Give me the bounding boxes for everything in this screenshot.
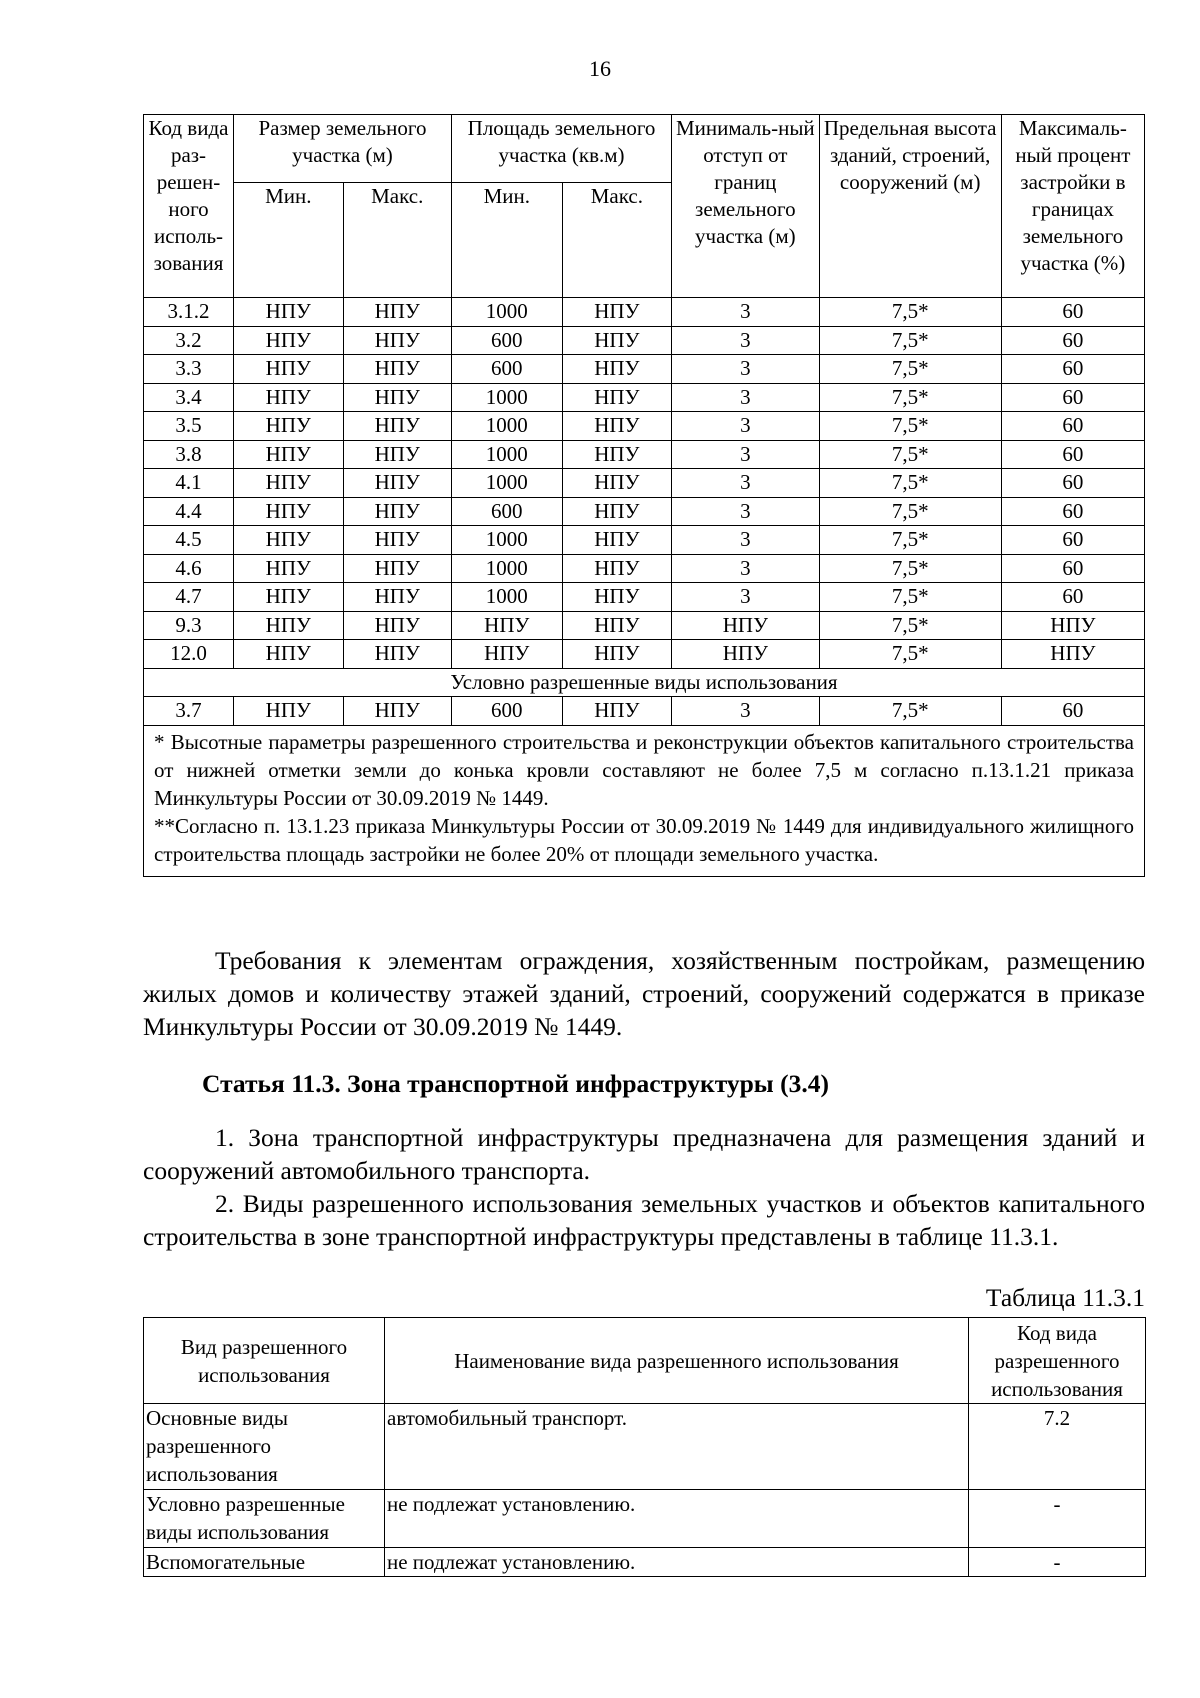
cell-coverage: 60 (1001, 526, 1144, 555)
cell-size-max: НПУ (343, 326, 451, 355)
t2-header-kind: Вид разрешенного использования (144, 1318, 385, 1404)
cell-code: 12.0 (144, 640, 234, 669)
cell-size-max: НПУ (343, 412, 451, 441)
cell-code: 4.4 (144, 497, 234, 526)
cell-setback: 3 (672, 326, 819, 355)
cell-height: 7,5* (819, 298, 1001, 327)
cell-size-min: НПУ (234, 298, 344, 327)
cell-area-max: НПУ (562, 298, 672, 327)
table-row (144, 326, 1145, 355)
t2-row2-code: - (969, 1490, 1146, 1548)
requirements-paragraph: Требования к элементам ограждения, хозяйственным постройкам, размещению жилых домов и количеству этажей зданий, строений, сооружений содержатся в приказе Минкультуры России от 30.09.2019 № 1449. (143, 946, 1145, 1041)
cell-area-min: 1000 (451, 469, 562, 498)
cell-area-min: 1000 (451, 583, 562, 612)
cell-coverage: 60 (1001, 412, 1144, 441)
cell-size-min: НПУ (234, 697, 344, 726)
cell-code: 3.2 (144, 326, 234, 355)
cell-setback: 3 (672, 298, 819, 327)
cell-height: 7,5* (819, 640, 1001, 669)
cell-area-min: 600 (451, 497, 562, 526)
header-size-min: Мин. (234, 183, 344, 298)
cell-size-min: НПУ (234, 497, 344, 526)
cell-code: 4.6 (144, 554, 234, 583)
cell-area-max: НПУ (562, 554, 672, 583)
cell-height: 7,5* (819, 412, 1001, 441)
table-row (144, 611, 1145, 640)
cell-height: 7,5* (819, 526, 1001, 555)
table-row (144, 440, 1145, 469)
cell-coverage: 60 (1001, 697, 1144, 726)
table-row (144, 583, 1145, 612)
table-row (144, 469, 1145, 498)
cell-area-max: НПУ (562, 497, 672, 526)
t2-header-name: Наименование вида разрешенного использования (385, 1318, 969, 1404)
cell-area-min: 600 (451, 697, 562, 726)
cell-size-min: НПУ (234, 583, 344, 612)
cell-size-max: НПУ (343, 298, 451, 327)
cell-size-max: НПУ (343, 383, 451, 412)
cell-size-min: НПУ (234, 469, 344, 498)
cell-code: 4.7 (144, 583, 234, 612)
note-height: * Высотные параметры разрешенного строительства и реконструкции объектов капитального строительства от нижней отметки земли до конька кровли составляют не более 7,5 м согласно п.13.1.21 приказа Минкультуры России от 30.09.2019 № 1449. (154, 729, 1134, 810)
t2-row3-name: не подлежат установлению. (385, 1548, 969, 1577)
cell-setback: НПУ (672, 611, 819, 640)
cell-area-max: НПУ (562, 697, 672, 726)
land-parameters-table (143, 114, 1145, 877)
cell-area-max: НПУ (562, 383, 672, 412)
cell-code: 4.5 (144, 526, 234, 555)
cell-height: 7,5* (819, 355, 1001, 384)
cell-size-min: НПУ (234, 326, 344, 355)
cell-height: 7,5* (819, 326, 1001, 355)
note-individual-housing: **Согласно п. 13.1.23 приказа Минкультуры России от 30.09.2019 № 1449 для индивидуального жилищного строительства площадь застройки не более 20% от площади земельного участка. (154, 813, 1134, 866)
cell-setback: 3 (672, 469, 819, 498)
cell-setback: 3 (672, 383, 819, 412)
cell-area-min: 1000 (451, 298, 562, 327)
cell-coverage: НПУ (1001, 611, 1144, 640)
table-row (144, 355, 1145, 384)
cell-code: 3.7 (144, 697, 234, 726)
cell-coverage: НПУ (1001, 640, 1144, 669)
header-plot-area: Площадь земельного участка (кв.м) (451, 115, 671, 183)
cell-height: 7,5* (819, 469, 1001, 498)
cell-size-min: НПУ (234, 526, 344, 555)
table-row (144, 526, 1145, 555)
cell-area-max: НПУ (562, 412, 672, 441)
cell-code: 3.4 (144, 383, 234, 412)
cell-height: 7,5* (819, 497, 1001, 526)
t2-row1-name: автомобильный транспорт. (385, 1404, 969, 1490)
cell-area-min: 1000 (451, 383, 562, 412)
cell-height: 7,5* (819, 383, 1001, 412)
cell-coverage: 60 (1001, 355, 1144, 384)
table-row (144, 697, 1145, 726)
cell-height: 7,5* (819, 440, 1001, 469)
cell-coverage: 60 (1001, 440, 1144, 469)
cell-area-min: 600 (451, 326, 562, 355)
cell-area-max: НПУ (562, 469, 672, 498)
cell-coverage: 60 (1001, 298, 1144, 327)
cell-area-max: НПУ (562, 355, 672, 384)
cell-area-min: НПУ (451, 640, 562, 669)
cell-size-min: НПУ (234, 640, 344, 669)
cell-setback: 3 (672, 697, 819, 726)
article-heading: Статья 11.3. Зона транспортной инфраструктуры (3.4) (202, 1069, 829, 1098)
cell-setback: 3 (672, 355, 819, 384)
cell-code: 3.1.2 (144, 298, 234, 327)
table-row (144, 497, 1145, 526)
cell-coverage: 60 (1001, 554, 1144, 583)
cell-code: 3.5 (144, 412, 234, 441)
t2-row1-kind: Основные виды разрешенного использования (144, 1404, 385, 1490)
cell-code: 3.3 (144, 355, 234, 384)
header-coverage: Максималь-ный процент застройки в границах земельного участка (%) (1001, 115, 1144, 298)
conditional-section-label: Условно разрешенные виды использования (144, 668, 1145, 697)
cell-area-min: 1000 (451, 412, 562, 441)
cell-size-min: НПУ (234, 355, 344, 384)
t2-row2-kind: Условно разрешенные виды использования (144, 1490, 385, 1548)
cell-area-max: НПУ (562, 583, 672, 612)
cell-size-min: НПУ (234, 611, 344, 640)
t2-header-code: Код вида разрешенного использования (969, 1318, 1146, 1404)
cell-coverage: 60 (1001, 497, 1144, 526)
cell-setback: 3 (672, 497, 819, 526)
cell-area-min: 1000 (451, 554, 562, 583)
table-row (144, 383, 1145, 412)
table-row (144, 554, 1145, 583)
table-row (144, 298, 1145, 327)
cell-size-min: НПУ (234, 412, 344, 441)
cell-size-max: НПУ (343, 697, 451, 726)
table1-body (144, 298, 1145, 669)
cell-size-max: НПУ (343, 583, 451, 612)
cell-size-min: НПУ (234, 383, 344, 412)
cell-area-min: НПУ (451, 611, 562, 640)
header-plot-size: Размер земельного участка (м) (234, 115, 452, 183)
paragraph-2: 2. Виды разрешенного использования земельных участков и объектов капитального строительства в зоне транспортной инфраструктуры представлены в таблице 11.3.1. (143, 1189, 1145, 1251)
header-size-max: Макс. (343, 183, 451, 298)
cell-height: 7,5* (819, 554, 1001, 583)
cell-coverage: 60 (1001, 326, 1144, 355)
cell-size-max: НПУ (343, 440, 451, 469)
cell-coverage: 60 (1001, 583, 1144, 612)
cell-area-max: НПУ (562, 440, 672, 469)
cell-setback: 3 (672, 554, 819, 583)
t2-row3-code: - (969, 1548, 1146, 1577)
cell-area-min: 1000 (451, 440, 562, 469)
cell-area-max: НПУ (562, 326, 672, 355)
cell-setback: 3 (672, 526, 819, 555)
cell-setback: 3 (672, 440, 819, 469)
cell-size-min: НПУ (234, 554, 344, 583)
cell-size-max: НПУ (343, 554, 451, 583)
cell-setback: НПУ (672, 640, 819, 669)
t2-row1-code: 7.2 (969, 1404, 1146, 1490)
cell-setback: 3 (672, 412, 819, 441)
cell-height: 7,5* (819, 697, 1001, 726)
header-area-min: Мин. (451, 183, 562, 298)
cell-area-min: 600 (451, 355, 562, 384)
cell-height: 7,5* (819, 583, 1001, 612)
cell-code: 4.1 (144, 469, 234, 498)
table-caption: Таблица 11.3.1 (985, 1283, 1145, 1312)
cell-area-max: НПУ (562, 611, 672, 640)
cell-size-max: НПУ (343, 526, 451, 555)
cell-size-max: НПУ (343, 640, 451, 669)
header-setback: Минималь-ный отступ от границ земельного участка (м) (672, 115, 819, 298)
table-notes (144, 725, 1145, 876)
cell-setback: 3 (672, 583, 819, 612)
cell-size-min: НПУ (234, 440, 344, 469)
header-code: Код вида раз-решен-ного исполь-зования (144, 115, 234, 298)
table-row (144, 640, 1145, 669)
table-row (144, 412, 1145, 441)
cell-height: 7,5* (819, 611, 1001, 640)
permitted-use-table (143, 1317, 1146, 1577)
header-area-max: Макс. (562, 183, 672, 298)
t2-row3-kind: Вспомогательные (144, 1548, 385, 1577)
cell-area-max: НПУ (562, 526, 672, 555)
cell-coverage: 60 (1001, 383, 1144, 412)
t2-row2-name: не подлежат установлению. (385, 1490, 969, 1548)
cell-area-min: 1000 (451, 526, 562, 555)
paragraph-1: 1. Зона транспортной инфраструктуры предназначена для размещения зданий и сооружений автомобильного транспорта. (143, 1123, 1145, 1185)
cell-coverage: 60 (1001, 469, 1144, 498)
cell-size-max: НПУ (343, 497, 451, 526)
cell-size-max: НПУ (343, 611, 451, 640)
cell-area-max: НПУ (562, 640, 672, 669)
header-height: Предельная высота зданий, строений, сооружений (м) (819, 115, 1001, 298)
cell-size-max: НПУ (343, 469, 451, 498)
cell-size-max: НПУ (343, 355, 451, 384)
page-number: 16 (589, 56, 611, 81)
table1-conditional-body (144, 697, 1145, 726)
cell-code: 9.3 (144, 611, 234, 640)
cell-code: 3.8 (144, 440, 234, 469)
